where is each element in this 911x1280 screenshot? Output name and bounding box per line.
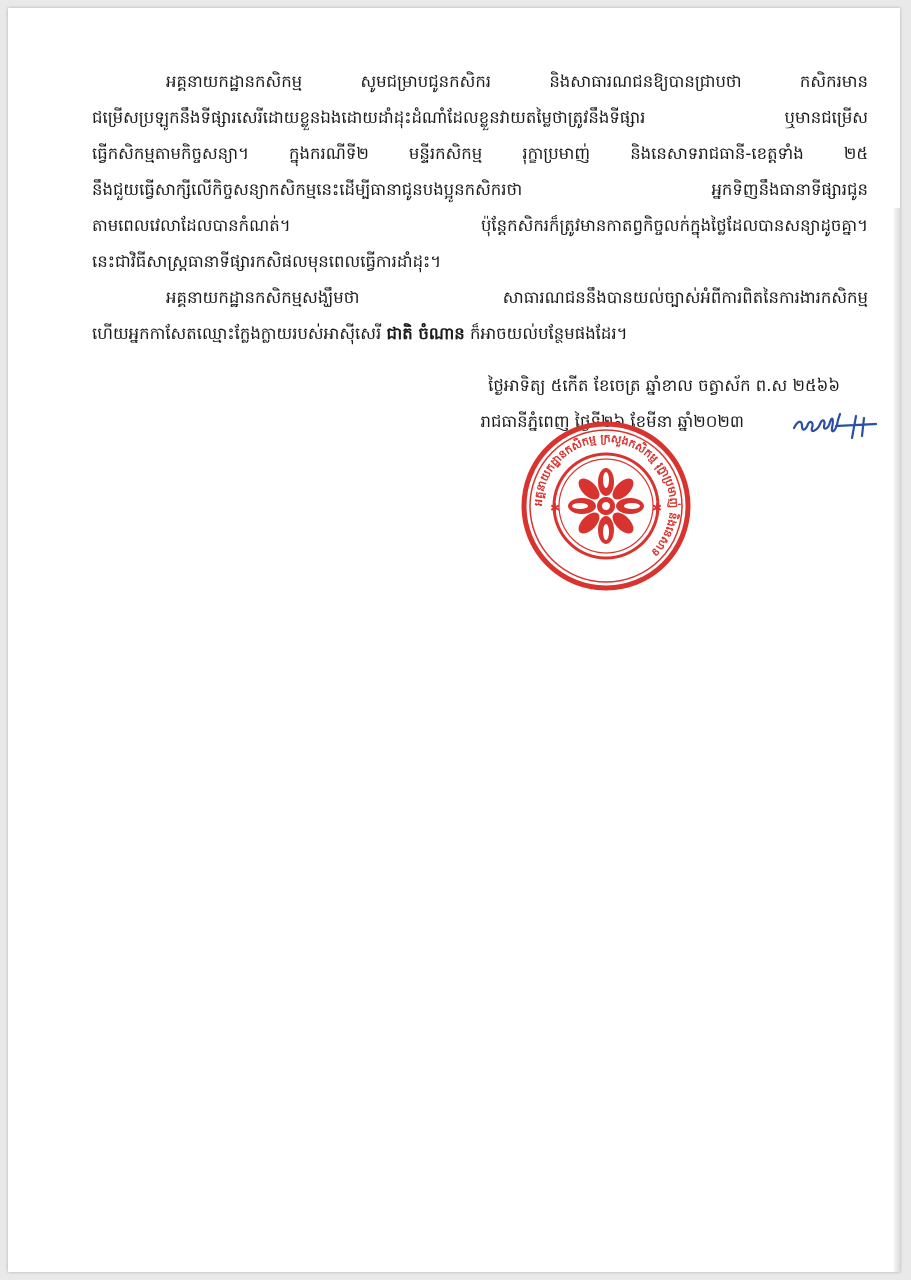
paragraph1-line-1: អគ្គនាយកដ្ឋានកសិកម្ម សូមជម្រាបជូនកសិករ និងសាធារណជនឱ្យបានជ្រាបថា កសិករមាន: [166, 72, 868, 91]
paragraph1-line-3: ធ្វើកសិកម្មតាមកិច្ចសន្យា។ ក្នុងករណីទី២ មន្ទីរកសិកម្ម រុក្ខាប្រមាញ់ និងនេសាទរាជធានី-ខេត្តទាំង ២៥: [92, 144, 868, 163]
paragraph2-text-after: ក៏អាចយល់បន្ថែមផងដែរ។: [464, 324, 628, 343]
paragraph1-line-6: នេះជាវិធីសាស្ត្រធានាទីផ្សារកសិផលមុនពេលធ្វើការដាំដុះ។: [92, 252, 442, 271]
paragraph1-line-4: នឹងជួយធ្វើសាក្សីលើកិច្ចសន្យាកសិកម្មនេះដើម្បីធានាជូនបងប្អូនកសិករថា អ្នកទិញនឹងធានាទីផ្សារជូន: [92, 180, 868, 199]
journalist-name: ជាតិ ចំណាន: [386, 324, 465, 343]
page-edge-shadow: [894, 208, 900, 1272]
paragraph2-line-1: អគ្គនាយកដ្ឋានកសិកម្មសង្ឃឹមថា សាធារណជននឹងបានយល់ច្បាស់អំពីការពិតនៃការងារកសិកម្ម: [166, 288, 868, 307]
svg-text:✱: ✱: [652, 501, 663, 515]
official-seal: [520, 420, 692, 592]
paragraph2-line-2: [92, 316, 868, 352]
document-page: [8, 8, 900, 1272]
lunar-date: ថ្ងៃអាទិត្យ ៥កើត ខែចេត្រ ឆ្នាំខាល ចត្វាស័ក ព.ស ២៥៦៦: [488, 376, 840, 395]
place-date: រាជធានីភ្នំពេញ ថ្ងៃទី២៦ ខែមីនា ឆ្នាំ២០២៣: [480, 412, 744, 431]
seal-text: អគ្គនាយកដ្ឋានកសិកម្ម ក្រសួងកសិកម្ម រុក្ខាប្រមាញ់ និងនេសាទ: [531, 431, 681, 559]
paragraph1-line-2: ជម្រើសប្រឡូកនឹងទីផ្សារសេរីដោយខ្លួនឯងដោយដាំដុះដំណាំដែលខ្លួនវាយតម្លៃថាត្រូវនឹងទីផ្សារ ឬមានជម្រើស: [92, 108, 868, 127]
paragraph1-line-5: តាមពេលវេលាដែលបានកំណត់។ ប៉ុន្តែកសិករក៏ត្រូវមានកាតព្វកិច្ចលក់ក្នុងថ្លៃដែលបានសន្យាដូចគ្នា។: [92, 216, 868, 235]
svg-text:✱: ✱: [550, 501, 561, 515]
handwritten-signature: [790, 406, 880, 442]
paragraph2-text-before: ហើយអ្នកកាសែតឈ្មោះក្លែងក្លាយរបស់អាស៊ីសេរី: [92, 324, 387, 343]
document-body: [92, 64, 868, 352]
